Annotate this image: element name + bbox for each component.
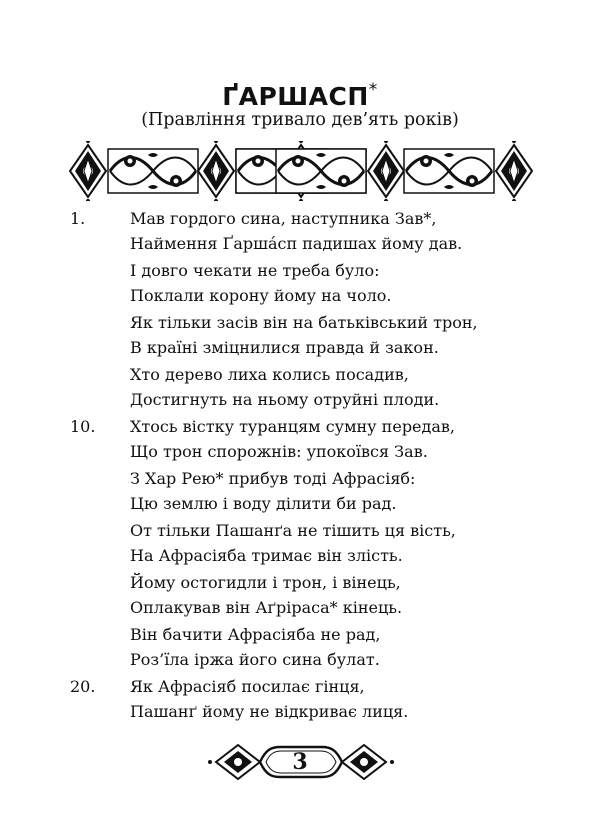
stanza [0,466,600,518]
verse-line: Що трон спорожнів: упокоївся Зав. [130,442,428,461]
verse-line: Роз’їла іржа його сина булат. [130,650,380,669]
verse-line: Йому остогидли і трон, і вінець, [130,573,401,592]
verse-line: Пашанґ йому не відкриває лиця. [130,702,409,721]
verse-line: На Афрасіяба тримає він злість. [130,546,403,565]
page-subtitle: (Правління тривало дев’ять років) [141,110,459,130]
line-number: 10. [70,417,96,436]
verse-line: От тільки Пашанґа не тішить ця вість, [130,521,456,540]
verse-line: І довго чекати не треба було: [130,261,380,280]
stanza [0,414,600,466]
verse-line: Наймення Ґарша́сп падишах йому дав. [130,234,463,253]
page-title [0,82,600,111]
line-number: 1. [70,209,86,228]
stanza [0,362,600,414]
stanza [0,206,600,258]
poem [0,206,600,726]
verse-line: Як тільки засів він на батьківський трон, [130,313,478,332]
verse-line: Він бачити Афрасіяба не рад, [130,625,381,644]
line-number: 20. [70,677,96,696]
stanza [0,622,600,674]
stanza [0,674,600,726]
verse-line: Достигнуть на ньому отруйні плоди. [130,390,440,409]
floral-vine-border-ornament-icon [66,141,536,201]
stanza [0,310,600,362]
verse-line: Цю землю і воду ділити би рад. [130,494,397,513]
verse-line: Мав гордого сина, наступника Зав*, [130,209,437,228]
verse-line: В країні зміцнилися правда й закон. [130,338,439,357]
stanza [0,518,600,570]
title-text: ҐАРШАСП [222,82,369,111]
verse-line: Хтось вістку туранцям сумну передав, [130,417,456,436]
verse-line: Поклали корону йому на чоло. [130,286,392,305]
page-number: 3 [292,749,308,775]
verse-line: З Хар Рею* прибув тоді Афрасіяб: [130,469,416,488]
stanza [0,570,600,622]
stanza [0,258,600,310]
title-footnote-mark: * [368,80,378,100]
verse-line: Як Афрасіяб посилає гінця, [130,677,365,696]
verse-line: Оплакував він Аґріраса* кінець. [130,598,403,617]
verse-line: Хто дерево лиха колись посадив, [130,365,409,384]
